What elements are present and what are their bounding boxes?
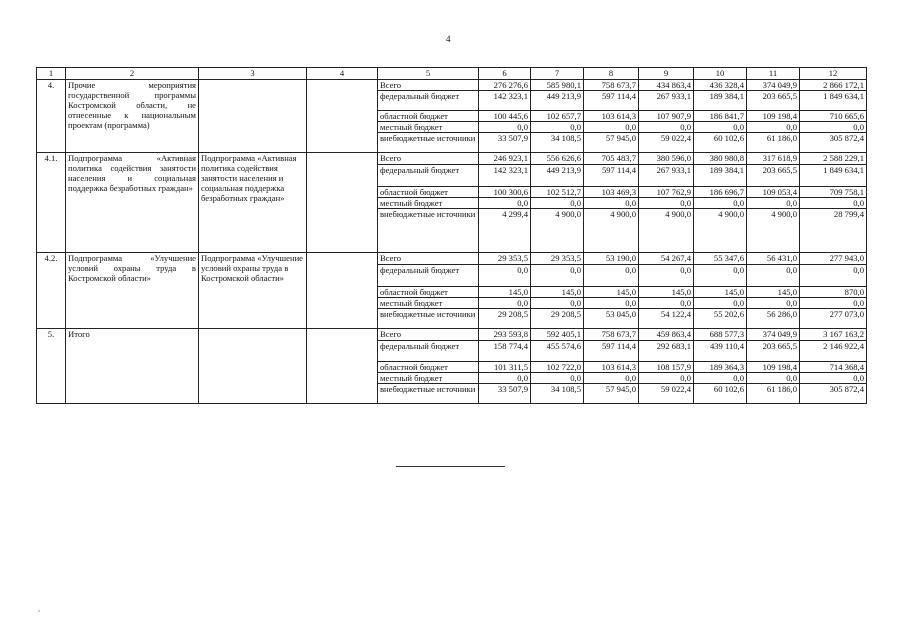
value-cell: 556 626,6 [531, 153, 584, 165]
value-cell: 709 758,1 [800, 187, 867, 198]
value-cell: 55 347,6 [694, 253, 747, 265]
value-cell: 758 673,7 [584, 329, 639, 341]
value-cell: 292 683,1 [639, 341, 694, 362]
value-cell: 102 722,0 [531, 362, 584, 373]
funding-source: местный бюджет [378, 298, 479, 309]
value-cell: 758 673,7 [584, 80, 639, 91]
value-cell: 305 872,4 [800, 133, 867, 153]
value-cell: 54 122,4 [639, 309, 694, 329]
value-cell: 100 300,6 [479, 187, 531, 198]
value-cell: 61 186,0 [747, 133, 800, 153]
value-cell: 29 353,5 [479, 253, 531, 265]
value-cell: 439 110,4 [694, 341, 747, 362]
value-cell: 108 157,9 [639, 362, 694, 373]
value-cell: 33 507,9 [479, 384, 531, 404]
value-cell: 109 198,4 [747, 111, 800, 122]
value-cell: 597 114,4 [584, 341, 639, 362]
value-cell: 29 208,5 [531, 309, 584, 329]
value-cell: 107 762,9 [639, 187, 694, 198]
value-cell: 142 323,1 [479, 91, 531, 111]
header-row [37, 68, 867, 80]
value-cell: 4 900,0 [747, 209, 800, 253]
value-cell: 380 596,0 [639, 153, 694, 165]
value-cell: 29 208,5 [479, 309, 531, 329]
row-subprogram [199, 329, 307, 404]
funding-source: Всего [378, 329, 479, 341]
value-cell: 0,0 [747, 122, 800, 133]
value-cell: 0,0 [479, 265, 531, 287]
value-cell: 0,0 [747, 265, 800, 287]
col-header-10: 10 [694, 68, 747, 80]
table-body [37, 80, 867, 404]
funding-source: внебюджетные источники [378, 133, 479, 153]
value-cell: 56 286,0 [747, 309, 800, 329]
value-cell: 145,0 [531, 287, 584, 298]
funding-source: федеральный бюджет [378, 91, 479, 111]
value-cell: 0,0 [800, 265, 867, 287]
value-cell: 277 073,0 [800, 309, 867, 329]
value-cell: 0,0 [747, 198, 800, 209]
value-cell: 597 114,4 [584, 91, 639, 111]
value-cell: 2 146 922,4 [800, 341, 867, 362]
value-cell: 0,0 [639, 373, 694, 384]
value-cell: 145,0 [694, 287, 747, 298]
value-cell: 267 933,1 [639, 91, 694, 111]
value-cell: 688 577,3 [694, 329, 747, 341]
value-cell: 109 198,4 [747, 362, 800, 373]
value-cell: 0,0 [639, 122, 694, 133]
value-cell: 102 512,7 [531, 187, 584, 198]
value-cell: 34 108,5 [531, 384, 584, 404]
value-cell: 585 980,1 [531, 80, 584, 91]
col-header-8: 8 [584, 68, 639, 80]
funding-source: Всего [378, 80, 479, 91]
value-cell: 142 323,1 [479, 165, 531, 187]
value-cell: 57 945,0 [584, 133, 639, 153]
funding-source: федеральный бюджет [378, 265, 479, 287]
value-cell: 0,0 [584, 122, 639, 133]
value-cell: 0,0 [694, 373, 747, 384]
row-name: Прочие мероприятия государственной программы Костромской области, не отнесенные к национальным проектам (программа) [66, 80, 199, 153]
value-cell: 0,0 [584, 198, 639, 209]
value-cell: 59 022,4 [639, 384, 694, 404]
col-header-9: 9 [639, 68, 694, 80]
value-cell: 455 574,6 [531, 341, 584, 362]
table-row [37, 153, 867, 165]
value-cell: 0,0 [531, 265, 584, 287]
col-header-6: 6 [479, 68, 531, 80]
row-number: 4.2. [37, 253, 66, 329]
row-number: 4. [37, 80, 66, 153]
value-cell: 0,0 [531, 298, 584, 309]
funding-source: областной бюджет [378, 187, 479, 198]
value-cell: 870,0 [800, 287, 867, 298]
row-name: Подпрограмма «Улучшение условий охраны труда в Костромской области» [66, 253, 199, 329]
col-header-4: 4 [307, 68, 378, 80]
col-header-7: 7 [531, 68, 584, 80]
funding-source: внебюджетные источники [378, 209, 479, 253]
value-cell: 4 900,0 [531, 209, 584, 253]
value-cell: 592 405,1 [531, 329, 584, 341]
funding-source: областной бюджет [378, 111, 479, 122]
value-cell: 374 049,9 [747, 80, 800, 91]
value-cell: 4 900,0 [639, 209, 694, 253]
value-cell: 277 943,0 [800, 253, 867, 265]
value-cell: 0,0 [800, 198, 867, 209]
value-cell: 100 445,6 [479, 111, 531, 122]
value-cell: 145,0 [639, 287, 694, 298]
value-cell: 0,0 [531, 198, 584, 209]
value-cell: 55 202,6 [694, 309, 747, 329]
value-cell: 0,0 [479, 122, 531, 133]
funding-source: местный бюджет [378, 122, 479, 133]
value-cell: 33 507,9 [479, 133, 531, 153]
value-cell: 109 053,4 [747, 187, 800, 198]
row-col4 [307, 329, 378, 404]
page-number: 4 [446, 34, 451, 44]
table-row [37, 329, 867, 341]
value-cell: 103 614,3 [584, 362, 639, 373]
funding-source: Всего [378, 153, 479, 165]
value-cell: 0,0 [479, 298, 531, 309]
funding-source: областной бюджет [378, 362, 479, 373]
value-cell: 1 849 634,1 [800, 165, 867, 187]
value-cell: 28 799,4 [800, 209, 867, 253]
value-cell: 0,0 [747, 373, 800, 384]
value-cell: 0,0 [479, 373, 531, 384]
value-cell: 0,0 [800, 298, 867, 309]
value-cell: 0,0 [694, 298, 747, 309]
funding-source: областной бюджет [378, 287, 479, 298]
value-cell: 267 933,1 [639, 165, 694, 187]
value-cell: 374 049,9 [747, 329, 800, 341]
value-cell: 54 267,4 [639, 253, 694, 265]
row-col4 [307, 153, 378, 253]
row-subprogram: Подпрограмма «Активная политика содействия занятости населения и социальная поддержка безработных граждан» [199, 153, 307, 253]
value-cell: 189 364,3 [694, 362, 747, 373]
scan-dot [38, 610, 40, 612]
row-name: Подпрограмма «Активная политика содействия занятости населения и социальная поддержка безработных граждан» [66, 153, 199, 253]
value-cell: 0,0 [639, 198, 694, 209]
row-col4 [307, 253, 378, 329]
row-number: 4.1. [37, 153, 66, 253]
value-cell: 449 213,9 [531, 165, 584, 187]
value-cell: 436 328,4 [694, 80, 747, 91]
value-cell: 0,0 [694, 198, 747, 209]
value-cell: 34 108,5 [531, 133, 584, 153]
value-cell: 101 311,5 [479, 362, 531, 373]
value-cell: 103 469,3 [584, 187, 639, 198]
value-cell: 459 863,4 [639, 329, 694, 341]
value-cell: 3 167 163,2 [800, 329, 867, 341]
table-row [37, 253, 867, 265]
value-cell: 1 849 634,1 [800, 91, 867, 111]
value-cell: 53 045,0 [584, 309, 639, 329]
value-cell: 0,0 [531, 373, 584, 384]
table-row [37, 80, 867, 91]
value-cell: 102 657,7 [531, 111, 584, 122]
footer-divider [396, 466, 505, 467]
funding-source: внебюджетные источники [378, 384, 479, 404]
value-cell: 0,0 [639, 298, 694, 309]
funding-source: федеральный бюджет [378, 341, 479, 362]
value-cell: 61 186,0 [747, 384, 800, 404]
value-cell: 59 022,4 [639, 133, 694, 153]
value-cell: 0,0 [694, 122, 747, 133]
funding-source: местный бюджет [378, 373, 479, 384]
col-header-12: 12 [800, 68, 867, 80]
value-cell: 293 593,8 [479, 329, 531, 341]
value-cell: 158 774,4 [479, 341, 531, 362]
value-cell: 145,0 [584, 287, 639, 298]
col-header-2: 2 [66, 68, 199, 80]
value-cell: 56 431,0 [747, 253, 800, 265]
value-cell: 380 980,8 [694, 153, 747, 165]
row-subprogram [199, 80, 307, 153]
value-cell: 597 114,4 [584, 165, 639, 187]
col-header-1: 1 [37, 68, 66, 80]
value-cell: 186 696,7 [694, 187, 747, 198]
funding-source: внебюджетные источники [378, 309, 479, 329]
value-cell: 60 102,6 [694, 384, 747, 404]
col-header-5: 5 [378, 68, 479, 80]
value-cell: 0,0 [531, 122, 584, 133]
value-cell: 203 665,5 [747, 165, 800, 187]
value-cell: 0,0 [800, 373, 867, 384]
value-cell: 186 841,7 [694, 111, 747, 122]
value-cell: 246 923,1 [479, 153, 531, 165]
row-col4 [307, 80, 378, 153]
value-cell: 29 353,5 [531, 253, 584, 265]
value-cell: 2 866 172,1 [800, 80, 867, 91]
value-cell: 0,0 [584, 298, 639, 309]
row-subprogram: Подпрограмма «Улучшение условий охраны труда в Костромской области» [199, 253, 307, 329]
value-cell: 305 872,4 [800, 384, 867, 404]
value-cell: 4 299,4 [479, 209, 531, 253]
value-cell: 714 368,4 [800, 362, 867, 373]
value-cell: 103 614,3 [584, 111, 639, 122]
col-header-3: 3 [199, 68, 307, 80]
value-cell: 276 276,6 [479, 80, 531, 91]
value-cell: 4 900,0 [694, 209, 747, 253]
value-cell: 189 384,1 [694, 91, 747, 111]
value-cell: 710 665,6 [800, 111, 867, 122]
funding-source: федеральный бюджет [378, 165, 479, 187]
value-cell: 0,0 [747, 298, 800, 309]
value-cell: 0,0 [584, 373, 639, 384]
value-cell: 2 588 229,1 [800, 153, 867, 165]
value-cell: 317 618,9 [747, 153, 800, 165]
value-cell: 449 213,9 [531, 91, 584, 111]
value-cell: 0,0 [800, 122, 867, 133]
value-cell: 4 900,0 [584, 209, 639, 253]
funding-source: Всего [378, 253, 479, 265]
value-cell: 0,0 [584, 265, 639, 287]
col-header-11: 11 [747, 68, 800, 80]
value-cell: 57 945,0 [584, 384, 639, 404]
value-cell: 107 907,9 [639, 111, 694, 122]
budget-table [36, 67, 867, 404]
value-cell: 203 665,5 [747, 341, 800, 362]
row-name: Итого [66, 329, 199, 404]
value-cell: 705 483,7 [584, 153, 639, 165]
value-cell: 203 665,5 [747, 91, 800, 111]
row-number: 5. [37, 329, 66, 404]
value-cell: 0,0 [639, 265, 694, 287]
funding-source: местный бюджет [378, 198, 479, 209]
value-cell: 60 102,6 [694, 133, 747, 153]
value-cell: 145,0 [479, 287, 531, 298]
value-cell: 0,0 [479, 198, 531, 209]
value-cell: 145,0 [747, 287, 800, 298]
value-cell: 189 384,1 [694, 165, 747, 187]
value-cell: 434 863,4 [639, 80, 694, 91]
value-cell: 53 190,0 [584, 253, 639, 265]
value-cell: 0,0 [694, 265, 747, 287]
